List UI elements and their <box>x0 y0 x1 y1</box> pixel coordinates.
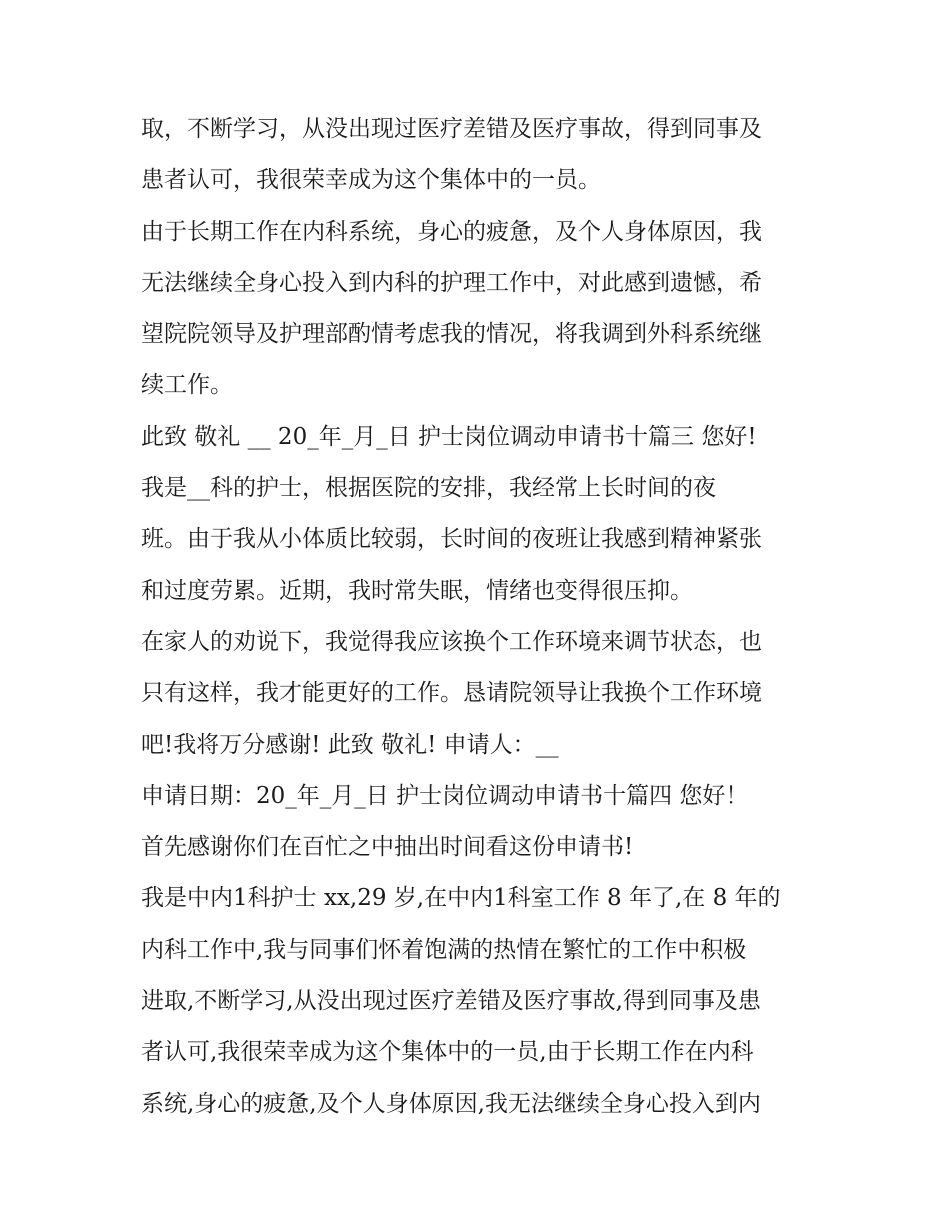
text-line: 我是中内1科护士 xx,29 岁,在中内1科室工作 8 年了,在 8 年的 <box>141 885 781 912</box>
text-line: 无法继续全身心投入到内科的护理工作中，对此感到遗憾，希 <box>141 269 762 296</box>
text-line: 续工作。 <box>141 372 233 399</box>
text-line: 患者认可，我很荣幸成为这个集体中的一员。 <box>141 167 601 194</box>
text-line: 申请日期：20_年_月_日 护士岗位调动申请书十篇四 您好！ <box>141 782 749 809</box>
text-line: 由于长期工作在内科系统，身心的疲惫，及个人身体原因，我 <box>141 218 762 245</box>
text-line: 班。由于我从小体质比较弱，长时间的夜班让我感到精神紧张 <box>141 526 762 553</box>
text-line: 吧!我将万分感谢! 此致 敬礼! 申请人：__ <box>141 731 559 758</box>
text-line: 者认可,我很荣幸成为这个集体中的一员,由于长期工作在内科 <box>141 1039 754 1066</box>
text-line: 在家人的劝说下，我觉得我应该换个工作环境来调节状态，也 <box>141 628 762 655</box>
text-line: 首先感谢你们在百忙之中抽出时间看这份申请书! <box>141 834 634 861</box>
text-line: 和过度劳累。近期，我时常失眠，情绪也变得很压抑。 <box>141 577 693 604</box>
document-body <box>141 104 821 1130</box>
text-line: 只有这样，我才能更好的工作。恳请院领导让我换个工作环境 <box>141 680 762 707</box>
text-line: 进取,不断学习,从没出现过医疗差错及医疗事故,得到同事及患 <box>141 988 761 1015</box>
text-line: 我是__科的护士，根据医院的安排，我经常上长时间的夜 <box>141 475 716 502</box>
text-line: 内科工作中,我与同事们怀着饱满的热情在繁忙的工作中积极 <box>141 936 747 963</box>
text-line: 望院院领导及护理部酌情考虑我的情况，将我调到外科系统继 <box>141 321 762 348</box>
text-line: 此致 敬礼 __ 20_年_月_日 护士岗位调动申请书十篇三 您好! <box>141 423 757 450</box>
text-line: 系统,身心的疲惫,及个人身体原因,我无法继续全身心投入到内 <box>141 1090 761 1117</box>
text-line: 取，不断学习，从没出现过医疗差错及医疗事故，得到同事及 <box>141 116 762 142</box>
